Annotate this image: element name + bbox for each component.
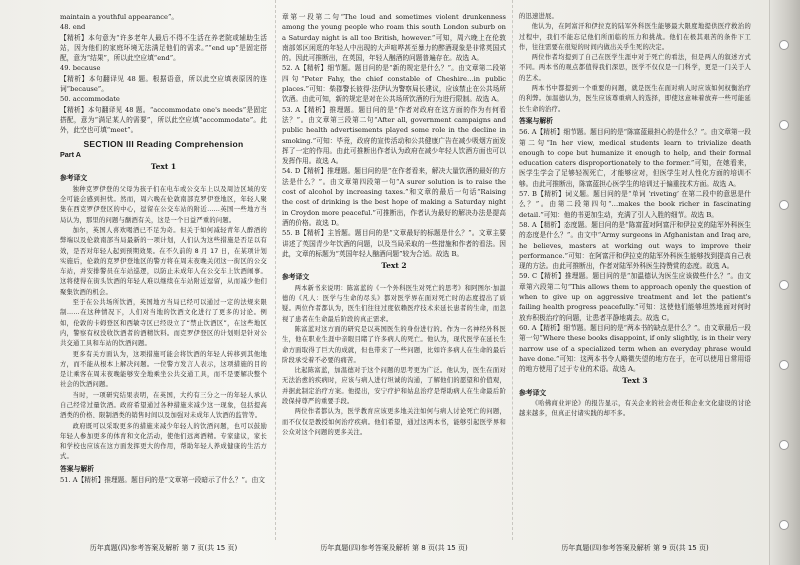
translation-heading: 参考译文 xyxy=(60,174,88,183)
column-2 xyxy=(282,12,506,534)
page-footer: 历年真题(四)参考答案及解析 第 9 页(共 15 页) xyxy=(561,544,709,552)
translation-heading: 参考译文 xyxy=(519,388,547,397)
paragraph: 52. A【精析】细节题。题目问的是“新的规定是什么？”。由文章第二段第四句“Peter Fahy, the chief constable of Cheshire…in public places.”可知：柴郡警长彼得·法伊认为警察局长建议，应该禁止在公共场所饮酒。由此可知，新的规定是对在公共场所饮酒的行为进行限制。故选 A。 xyxy=(282,64,506,104)
paragraph: 两本书中都提到一个重要的问题，就是医生在面对病人时应该如何权衡治疗的利弊。加温德认为，医生应该尊重病人的选择，即使这意味着放弃一些可能延长生命的治疗。 xyxy=(519,85,751,113)
paragraph: maintain a youthful appearance”。 xyxy=(60,13,179,21)
answers-heading: 答案与解析 xyxy=(60,464,94,473)
text-heading: Text 2 xyxy=(381,261,407,271)
paragraph: 【精析】本句翻译见 48 题。“accommodate one's needs”是固定搭配，意为“满足某人的需要”，所以此空应填“accommodate”。此外，此空也可填“meet”。 xyxy=(60,105,267,135)
paragraph: 两位作者都认为，医学教育应该更多地关注如何与病人讨论死亡的问题，而不仅仅是教授如何治疗疾病。他们希望，通过这两本书，能够引起医学界和公众对这个问题的更多关注。 xyxy=(282,408,506,436)
part-heading: Part A xyxy=(60,149,81,159)
paragraph: 至于在公共场所饮酒，英国地方当局已经可以通过一定的法规来限制……在这种情况下，人们对当地的饮酒文化进行了更多的讨论。例如，伦敦的卡姆登区和西敏寺区已经设立了“禁止饮酒区”，在这些地区内，警察有权没收饮酒者的酒精饮料。而克罗伊登区的计划则是针对公共交通工具和车站的饮酒问题。 xyxy=(60,299,267,348)
binding-hole xyxy=(779,120,789,130)
section-heading: SECTION III Reading Comprehension xyxy=(83,138,244,149)
paragraph: 独种克罗伊登的父母为孩子们在电车或公交车上以及周边区域的安全可能会感到担忧。然而，周六晚在伦敦南部克罗伊登地区，年轻人聚集在西克罗伊登区的中心，逗留在公交车站的附近……英国一些地方当局认为，那里的问题与酗酒有关，这是一个日益严重的问题。 xyxy=(60,185,267,224)
column-2-answers xyxy=(282,12,506,259)
column-1 xyxy=(60,12,267,534)
translation-body xyxy=(282,284,506,438)
binding-hole xyxy=(779,40,789,50)
paragraph: 他认为，在阿富汗和伊拉克的陆军外科医生能够最大限度地提供医疗救治的过程中，我们不能忘记他们所面临的压力和挑战。他们在极其艰苦的条件下工作，往往需要在很短的时间内做出关乎生死的决定。 xyxy=(519,23,751,51)
binding-hole xyxy=(779,280,789,290)
paragraph: 56. A【精析】细节题。题目问的是“陈富蓝最担心的是什么？”。由文章第一段第二句“In her view, medical students learn to trivialize death enough to cope but humanize it enough to help, and their formal education caters disproportionately to the former.”可知，在她看来，医学生学会了足够轻视死亡，才能够应对，但医学生对人性化方面的培训不够。由此可推断出，陈富蓝担心医学生的培训过于偏重技术方面。故选 A。 xyxy=(519,128,751,188)
binding-hole xyxy=(779,360,789,370)
paragraph: 【精析】本句翻译见 48 题。根据语意，所以此空应填表原因的连词“because”。 xyxy=(60,74,267,94)
paragraph: 的迅速进展。 xyxy=(519,13,558,20)
paragraph: 48. end xyxy=(60,23,86,32)
binding-strip xyxy=(769,0,800,565)
paragraph: 政府既可以采取更多的措施来减少年轻人的饮酒问题，也可以鼓励年轻人参加更多的体育和文化活动，使他们远离酒精。专家建议，家长和学校也应该在这方面发挥更大的作用，帮助年轻人养成健康的生活方式。 xyxy=(60,422,267,461)
paragraph: 更多有关方面认为，这项措施可能会将饮酒的年轻人转移到其他地方，而不能从根本上解决问题。一位警方发言人表示，这项措施的目的是让乘客在周末夜晚能够安全地乘坐公共交通工具，而不是要解决整个社会的饮酒问题。 xyxy=(60,350,267,389)
answer-item: 51. A【精析】推理题。题目问的是“文章第一段暗示了什么？”。由文 xyxy=(60,476,265,485)
paragraph: 比起陈富蓝，加温德对于这个问题的思考更为广泛。他认为，医生在面对无法治愈的疾病时，应该与病人进行坦诚的沟通，了解他们的愿望和价值观，并据此制定治疗方案。他提出，安宁疗护和姑息治疗是帮助病人在生命最后阶段保持尊严的重要手段。 xyxy=(282,367,506,405)
paragraph: 陈富蓝对这方面的研究是以英国医生的身份进行的。作为一名神经外科医生，他在职业生涯中亲眼目睹了许多病人的死亡。他认为，现代医学在延长生命方面取得了巨大的成就，但也带来了一些问题，比如许多病人在生命的最后阶段承受着不必要的痛苦。 xyxy=(282,325,506,364)
column-3 xyxy=(519,12,751,534)
paragraph: 55. B【精析】主旨题。题目问的是“文章最好的标题是什么？”。文章主要讲述了英国青少年饮酒的问题，以及当局采取的一些措施和作者的看法。因此，文章的标题为“英国年轻人酗酒问题”较为合适。故选 B。 xyxy=(282,229,506,258)
paragraph: 53. A【精析】推理题。题目问的是“作者对政府在这方面的作为有何看法？”。由文章第三段第二句“After all, government campaigns and public health advertisements played some role in the decline in smoking.”可知：毕竟，政府的宣传活动和公共健康广告在减少吸烟方面发挥了一定的作用。由此可推断出作者认为政府在减少年轻人饮酒方面也可以发挥作用。故选 A。 xyxy=(282,105,506,166)
paragraph: 当时，一项研究结果表明，在英国，大约有三分之一的年轻人承认自己经常过量饮酒。政府希望通过各种措施来减少这一现象，包括提高酒类的价格、限制酒类的销售时间以及加强对未成年人饮酒的监管等。 xyxy=(60,391,267,420)
paragraph: 59. C【精析】推理题。题目问的是“加温德认为医生应该做些什么？”。由文章第六段第二句“This allows them to approach openly the question of when to give up on aggressive treatment and let the patient's failing health progress peacefully.”可知：这使他们能够坦然地面对何时放弃积极治疗的问题，让患者平静地离去。故选 C。 xyxy=(519,272,751,322)
text-heading: Text 1 xyxy=(150,162,177,172)
page-footer: 历年真题(四)参考答案及解析 第 7 页(共 15 页) xyxy=(89,544,238,552)
paragraph: 57. B【精析】词义题。题目问的是“单词 ‘riveting’ 在第二段中的意思是什么？”。由第二段第四句“…makes the book richer in fascinating detail.”可知：他的书更加生动，充满了引人入胜的细节。故选 B。 xyxy=(519,190,751,219)
column-divider xyxy=(275,0,276,540)
column-1-answers xyxy=(60,12,267,136)
binding-hole xyxy=(779,520,789,530)
translation-continued xyxy=(519,12,751,115)
column-3-answers xyxy=(519,127,751,374)
text-heading: Text 3 xyxy=(622,376,648,386)
page-footer: 历年真题(四)参考答案及解析 第 8 页(共 15 页) xyxy=(320,544,468,552)
paragraph: 【精析】本句意为“许多老年人最后不得不生活在养老院或辅助生活站，因为他们的家庭环境无法满足他们的需求。”“end up”是固定搭配，意为“结果”，所以此空应填“end”。 xyxy=(60,33,267,63)
binding-hole xyxy=(779,440,789,450)
paragraph: 49. because xyxy=(60,64,101,73)
paragraph: 《哈佛商业评论》的报告显示，有关企业的社会责任和企业文化建设的讨论越来越多，但真正付诸实践的却不多。 xyxy=(519,399,751,418)
binding-hole xyxy=(779,200,789,210)
answers-heading: 答案与解析 xyxy=(519,116,553,125)
translation-body xyxy=(519,399,751,420)
paragraph: 两位作者均提到了自己在医学生涯中对于死亡的看法，但是两人的叙述方式不同。两本书的观点都值得我们深思，医学不仅仅是一门科学，更是一门关于人的艺术。 xyxy=(519,54,751,82)
paragraph: 54. D【精析】推理题。题目问的是“在作者看来，解决大量饮酒的最好的方法是什么？”。由文章第四段第一句“A surer solution is to raise the cost of alcohol by increasing taxes.”和文章的最后一句话“Raising the cost of drinking is the best hope of making a Saturday night in Croydon more peaceful.”可推断出，作者认为最好的解决办法是提高酒的价格。故选 D。 xyxy=(282,167,506,227)
translation-body xyxy=(60,185,267,463)
column-divider xyxy=(512,0,513,540)
paragraph: 章第一段第二句“The loud and sometimes violent drunkenness among the young people who roam this south London suburb on a Saturday night is all too British, however.”可知，周六晚上在伦敦南部郊区闲逛的年轻人中出现的大声喧哗甚至暴力的醉酒现象是非常英国式的。因此可推断出，在英国，年轻人酗酒的问题普遍存在。故选 A。 xyxy=(282,13,506,63)
paragraph: 60. A【精析】细节题。题目问的是“两本书的缺点是什么？”。由文章最后一段第一句“Where these books disappoint, if only slightly, is in their very narrow use of a specialized term when an everyday phrase would have done.”可知：这两本书令人略微失望的地方在于，在可以使用日常用语的地方使用了过于专业的术语。故选 A。 xyxy=(519,323,751,374)
paragraph: 58. A【精析】态度题。题目问的是“陈富蓝对阿富汗和伊拉克的陆军外科医生的态度是什么？”。由文中“Army surgeons in Afghanistan and Iraq are, he believes, masters at working out ways to improve their performance.”可知：在阿富汗和伊拉克的陆军外科医生能够找到提高自己表现的方法。由此可推断出，作者对陆军外科医生持赞赏的态度。故选 A。 xyxy=(519,220,751,271)
paragraph: 两本新书来说明：陈富蓝的《一个外科医生对死亡的思考》和阿图尔·加温德的《凡人：医学与生命的尽头》都对医学界在面对死亡时的态度提出了质疑。两位作者都认为，医生们往往过度依赖医疗技术来延长患者的生命，而忽视了患者在生命最后阶段的真正需求。 xyxy=(282,284,506,323)
translation-heading: 参考译文 xyxy=(282,273,310,282)
paragraph: 加尔，英国人喜欢喝酒已不足为奇。但关于如何减轻青年人醉酒的弊端以及伦敦南部当局最新的一项计划，人们认为这些措施是否足以有效，是否对年轻人起到预期效果。在不久前的 8 月 17 日，在某项计划实施后，伦敦的克罗伊登地区的警方将在周末夜晚关闭这一街区的公交车站，并安排警员在车站巡逻，以防止未成年人在公交车上饮酒闹事。这将使得在街头饮酒的年轻人难以继续在车站附近逗留，从而减少他们聚集饮酒的机会。 xyxy=(60,226,267,296)
paragraph: 50. accommodate xyxy=(60,95,120,104)
